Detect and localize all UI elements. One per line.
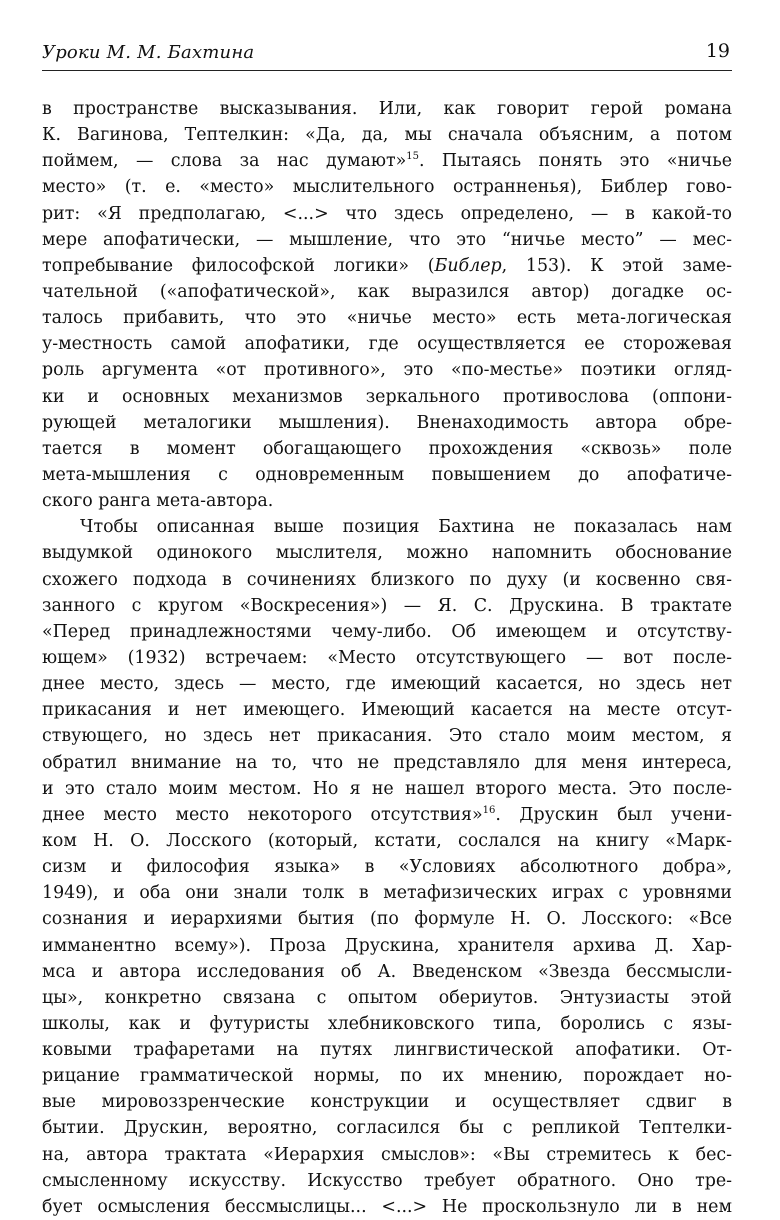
- text-line: роль аргумента «от противного», это «по-местье» поэтики огляд-: [42, 360, 732, 381]
- text-line: схожего подхода в сочинениях близкого по духу (и косвенно свя-: [42, 569, 732, 590]
- text-fragment: . Пытаясь понять это «ничье: [418, 151, 733, 172]
- text-fragment: , 153). К этой заме-: [501, 255, 733, 276]
- text-fragment: . Друскин был учени-: [495, 804, 732, 825]
- text-line: место» (т. е. «место» мыслительного остранненья), Библер гово-: [42, 177, 732, 198]
- text-line: ющем» (1932) встречаем: «Место отсутствующего — вот после-: [42, 647, 732, 668]
- text-fragment: топребывание философской логики» (: [42, 255, 435, 276]
- text-line: вые мировоззренческие конструкции и осуществляет сдвиг в: [42, 1092, 732, 1113]
- text-line: и это стало моим местом. Но я не нашел второго места. Это после-: [42, 778, 732, 799]
- text-line: ствующего, но здесь нет прикасания. Это стало моим местом, я: [42, 726, 732, 747]
- text-line: у-местность самой апофатики, где осуществляется ее сторожевая: [42, 334, 732, 355]
- text-line: смысленному искусству. Искусство требует обратного. Оно тре-: [42, 1170, 732, 1191]
- text-line: мере апофатически, — мышление, что это “ничье место” — мес-: [42, 229, 732, 250]
- text-line: выдумкой одинокого мыслителя, можно напомнить обоснование: [42, 543, 732, 564]
- text-line: рицание грамматической нормы, по их мнению, порождает но-: [42, 1066, 732, 1087]
- text-line: мса и автора исследования об А. Введенском «Звезда бессмысли-: [42, 961, 732, 982]
- text-line: 1949), и оба они знали толк в метафизических играх с уровнями: [42, 883, 732, 904]
- text-line: К. Вагинова, Тептелкин: «Да, да, мы сначала объясним, а потом: [42, 125, 732, 146]
- text-line: «Перед принадлежностями чему-либо. Об имеющем и отсутству-: [42, 621, 732, 642]
- page-header: [42, 40, 732, 71]
- text-line: обратил внимание на то, что не представляло для меня интереса,: [42, 752, 732, 773]
- text-line: днее место, здесь — место, где имеющий касается, но здесь нет: [42, 674, 732, 695]
- text-line: талось прибавить, что это «ничье место» есть мета-логическая: [42, 308, 732, 329]
- text-line: рит: «Я предполагаю, <...> что здесь определено, — в какой-то: [42, 203, 732, 224]
- text-line: сознания и иерархиями бытия (по формуле Н. О. Лосского: «Все: [42, 909, 732, 930]
- text-fragment: поймем, — слова за нас думают»: [42, 151, 407, 172]
- text-line: ки и основных механизмов зеркального противослова (оппони-: [42, 386, 732, 407]
- text-line: в пространстве высказывания. Или, как говорит герой романа: [42, 99, 732, 119]
- footnote-ref-16: 16: [482, 804, 496, 816]
- text-line: ком Н. О. Лосского (который, кстати, сослался на книгу «Марк-: [42, 830, 732, 851]
- text-line: сизм и философия языка» в «Условиях абсолютного добра»,: [42, 857, 732, 878]
- text-line: бует осмысления бессмыслицы... <...> Не проскользнуло ли в нем: [42, 1196, 732, 1217]
- text-line: тается в момент обогащающего прохождения «сквозь» поле: [42, 438, 732, 459]
- text-line: школы, как и футуристы хлебниковского типа, боролись с язы-: [42, 1013, 732, 1034]
- footnote-ref-15: 15: [406, 151, 419, 163]
- text-line: прикасания и нет имеющего. Имеющий касается на месте отсут-: [42, 700, 732, 721]
- text-line: ковыми трафаретами на путях лингвистической апофатики. От-: [42, 1040, 732, 1061]
- citation-author: Библер: [434, 255, 502, 276]
- text-fragment: днее место место некоторого отсутствия»: [42, 804, 483, 825]
- page-number: 19: [705, 40, 730, 62]
- running-title: Уроки М. М. Бахтина: [42, 42, 255, 63]
- text-line: бытии. Друскин, вероятно, согласился бы с репликой Тептелки-: [42, 1118, 732, 1139]
- text-line: [42, 802, 732, 828]
- body-text: [42, 96, 732, 1220]
- text-line: чательной («апофатической», как выразился автор) догадке ос-: [42, 281, 732, 302]
- text-line: рующей металогики мышления). Вненаходимость автора обре-: [42, 412, 732, 433]
- text-line: [42, 148, 732, 174]
- text-line: мета-мышления с одновременным повышением до апофатиче-: [42, 464, 732, 485]
- text-line: Чтобы описанная выше позиция Бахтина не показалась нам: [80, 517, 732, 538]
- text-line: ского ранга мета-автора.: [42, 491, 274, 512]
- text-line: на, автора трактата «Иерархия смыслов»: «Вы стремитесь к бес-: [42, 1144, 732, 1165]
- text-line: занного с кругом «Воскресения») — Я. С. Друскина. В трактате: [42, 595, 732, 616]
- text-line: [42, 253, 732, 279]
- text-line: цы», конкретно связана с опытом обериутов. Энтузиасты этой: [42, 987, 732, 1008]
- text-line: имманентно всему»). Проза Друскина, хранителя архива Д. Хар-: [42, 935, 732, 956]
